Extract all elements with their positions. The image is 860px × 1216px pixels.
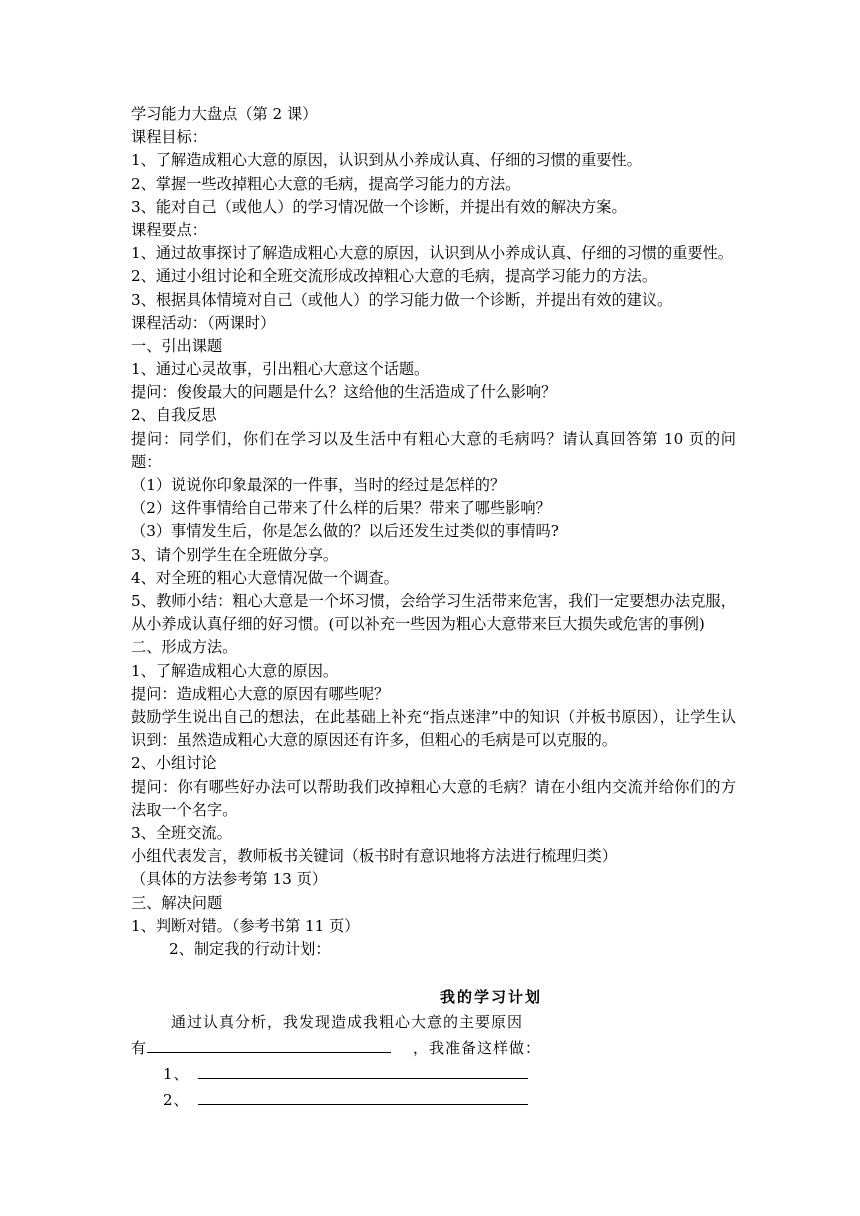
activity-item: 1、判断对错。（参考书第 11 页） (131, 916, 360, 935)
activity-item: 3、请个别学生在全班做分享。 (131, 545, 339, 564)
part-heading: 三、解决问题 (131, 893, 223, 912)
activity-item: 2、制定我的行动计划： (169, 939, 331, 958)
question-text: 提问：你有哪些好办法可以帮助我们改掉粗心大意的毛病？请在小组内交流并给你们的方法取一个名字。 (131, 777, 736, 819)
sub-question: （2）这件事情给自己带来了什么样的后果？带来了哪些影响？ (131, 499, 551, 518)
plan-step-number: 1、 (163, 1065, 190, 1083)
activity-item: 2、小组讨论 (131, 754, 217, 773)
plan-step-row (131, 1061, 736, 1087)
keypoint-item: 2、通过小组讨论和全班交流形成改掉粗心大意的毛病，提高学习能力的方法。 (131, 267, 658, 286)
plan-step-number: 2、 (163, 1091, 190, 1109)
goal-item: 3、能对自己（或他人）的学习情况做一个诊断，并提出有效的解决方案。 (131, 197, 627, 216)
paragraph-text: 鼓励学生说出自己的想法，在此基础上补充“指点迷津”中的知识（并板书原因），让学生认识到：虽然造成粗心大意的原因还有许多，但粗心的毛病是可以克服的。 (131, 707, 736, 750)
activity-item: 4、对全班的粗心大意情况做一个调查。 (131, 568, 399, 587)
step-blank (198, 1062, 528, 1079)
keypoint-item: 3、根据具体情境对自己（或他人）的学习能力做一个诊断，并提出有效的建议。 (131, 290, 673, 309)
plan-title: 我的学习计划 (439, 988, 542, 1006)
reason-blank (147, 1036, 391, 1053)
reference-note: （具体的方法参考第 13 页） (131, 870, 328, 889)
plan-reason-prefix: 有 (131, 1039, 148, 1057)
question-text: 提问：造成粗心大意的原因有哪些呢？ (131, 684, 390, 703)
study-plan (131, 985, 736, 1113)
plan-intro: 通过认真分析，我发现造成我粗心大意的主要原因 (171, 1013, 524, 1031)
question-text: 提问：同学们，你们在学习以及生活中有粗心大意的毛病吗？请认真回答第 10 页的问题： (131, 429, 736, 471)
goal-item: 2、掌握一些改掉粗心大意的毛病，提高学习能力的方法。 (131, 174, 521, 193)
sub-question: （3）事情发生后，你是怎么做的？以后还发生过类似的事情吗? (131, 522, 559, 541)
lesson-title: 学习能力大盘点（第 2 课） (131, 105, 318, 123)
activity-item: 1、了解造成粗心大意的原因。 (131, 661, 339, 680)
part-heading: 二、形成方法。 (131, 638, 238, 657)
step-blank (198, 1088, 528, 1105)
section-heading-goals: 课程目标： (131, 128, 207, 147)
section-heading-activities: 课程活动：（两课时） (131, 313, 276, 332)
part-heading: 一、引出课题 (131, 336, 223, 355)
question-text: 提问：俊俊最大的问题是什么？这给他的生活造成了什么影响？ (131, 383, 557, 402)
teacher-summary: 5、教师小结：粗心大意是一个坏习惯，会给学习生活带来危害，我们一定要想办法克服，从小养成认真仔细的好习惯。(可以补充一些因为粗心大意带来巨大损失或危害的事例) (131, 591, 736, 634)
document-body (131, 103, 736, 961)
plan-reason-row (131, 1035, 736, 1061)
goal-item: 1、了解造成粗心大意的原因，认识到从小养成认真、仔细的习惯的重要性。 (131, 151, 642, 170)
plan-step-row (131, 1087, 736, 1113)
keypoint-item: 1、通过故事探讨了解造成粗心大意的原因，认识到从小养成认真、仔细的习惯的重要性。 (131, 244, 733, 263)
section-heading-keypoints: 课程要点： (131, 220, 207, 239)
activity-item: 2、自我反思 (131, 406, 217, 425)
sub-question: （1）说说你印象最深的一件事，当时的经过是怎样的？ (131, 476, 506, 495)
paragraph-text: 小组代表发言，教师板书关键词（板书时有意识地将方法进行梳理归类） (131, 847, 617, 866)
activity-item: 1、通过心灵故事，引出粗心大意这个话题。 (131, 360, 430, 379)
activity-item: 3、全班交流。 (131, 823, 232, 842)
plan-reason-suffix: ，我准备这样做： (413, 1039, 542, 1057)
